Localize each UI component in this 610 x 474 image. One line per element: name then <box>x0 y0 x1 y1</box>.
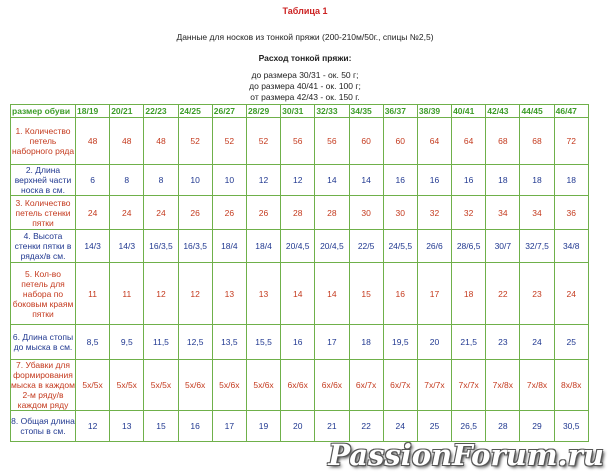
value-cell: 26,5 <box>452 411 486 442</box>
value-cell: 56 <box>281 118 315 165</box>
header-shoe-size-label: размер обуви <box>11 105 76 118</box>
table-row <box>11 411 589 442</box>
value-cell: 28 <box>281 196 315 230</box>
header-size-cell: 34/35 <box>349 105 383 118</box>
value-cell: 16/3,5 <box>178 230 212 263</box>
header-size-cell: 28/29 <box>246 105 280 118</box>
value-cell: 14/3 <box>76 230 110 263</box>
value-cell: 32 <box>452 196 486 230</box>
header-size-cell: 24/25 <box>178 105 212 118</box>
value-cell: 7х/8х <box>520 360 554 411</box>
value-cell: 28/6,5 <box>452 230 486 263</box>
value-cell: 18 <box>554 165 588 196</box>
value-cell: 34 <box>520 196 554 230</box>
table-row <box>11 325 589 360</box>
value-cell: 26/6 <box>417 230 451 263</box>
value-cell: 11 <box>76 263 110 325</box>
yarn-consumption-line: от размера 42/43 - ок. 150 г. <box>250 92 360 102</box>
value-cell: 14 <box>315 165 349 196</box>
header-size-cell: 20/21 <box>110 105 144 118</box>
value-cell: 16 <box>383 165 417 196</box>
value-cell: 16 <box>281 325 315 360</box>
value-cell: 12,5 <box>178 325 212 360</box>
value-cell: 30,5 <box>554 411 588 442</box>
value-cell: 64 <box>452 118 486 165</box>
value-cell: 17 <box>417 263 451 325</box>
value-cell: 8 <box>144 165 178 196</box>
value-cell: 24/5,5 <box>383 230 417 263</box>
sock-size-table <box>10 104 589 442</box>
value-cell: 13 <box>212 263 246 325</box>
value-cell: 29 <box>520 411 554 442</box>
value-cell: 20/4,5 <box>281 230 315 263</box>
yarn-consumption-heading: Расход тонкой пряжи: <box>258 53 352 63</box>
value-cell: 16 <box>452 165 486 196</box>
value-cell: 14/3 <box>110 230 144 263</box>
header-size-cell: 38/39 <box>417 105 451 118</box>
value-cell: 18 <box>349 325 383 360</box>
value-cell: 25 <box>554 325 588 360</box>
value-cell: 26 <box>246 196 280 230</box>
value-cell: 14 <box>349 165 383 196</box>
value-cell: 16 <box>178 411 212 442</box>
row-label: 5. Кол-во петель для набора по боковым краям пятки <box>11 263 76 325</box>
table-row <box>11 360 589 411</box>
value-cell: 34 <box>486 196 520 230</box>
value-cell: 6х/6х <box>315 360 349 411</box>
row-label: 4. Высота стенки пятки в рядах/в см. <box>11 230 76 263</box>
row-label: 8. Общая длина стопы в см. <box>11 411 76 442</box>
table-row <box>11 118 589 165</box>
value-cell: 5х/6х <box>212 360 246 411</box>
table-row <box>11 230 589 263</box>
header-size-cell: 30/31 <box>281 105 315 118</box>
value-cell: 5х/5х <box>144 360 178 411</box>
value-cell: 5х/5х <box>76 360 110 411</box>
value-cell: 19 <box>246 411 280 442</box>
table-row <box>11 196 589 230</box>
table-row <box>11 165 589 196</box>
value-cell: 12 <box>76 411 110 442</box>
yarn-consumption-line: до размера 30/31 - ок. 50 г; <box>251 70 359 80</box>
value-cell: 10 <box>178 165 212 196</box>
value-cell: 24 <box>144 196 178 230</box>
value-cell: 9,5 <box>110 325 144 360</box>
value-cell: 16/3,5 <box>144 230 178 263</box>
value-cell: 5х/6х <box>246 360 280 411</box>
value-cell: 28 <box>315 196 349 230</box>
value-cell: 15,5 <box>246 325 280 360</box>
value-cell: 24 <box>76 196 110 230</box>
value-cell: 7х/7х <box>417 360 451 411</box>
value-cell: 12 <box>281 165 315 196</box>
value-cell: 48 <box>110 118 144 165</box>
value-cell: 13 <box>110 411 144 442</box>
value-cell: 8,5 <box>76 325 110 360</box>
value-cell: 30/7 <box>486 230 520 263</box>
value-cell: 5х/5х <box>110 360 144 411</box>
value-cell: 6 <box>76 165 110 196</box>
value-cell: 20 <box>281 411 315 442</box>
table-subtitle: Данные для носков из тонкой пряжи (200-210м/50г., спицы №2,5) <box>176 32 434 42</box>
value-cell: 60 <box>383 118 417 165</box>
value-cell: 6х/7х <box>349 360 383 411</box>
value-cell: 30 <box>383 196 417 230</box>
value-cell: 24 <box>383 411 417 442</box>
value-cell: 21 <box>315 411 349 442</box>
value-cell: 16 <box>383 263 417 325</box>
value-cell: 18 <box>452 263 486 325</box>
value-cell: 22 <box>349 411 383 442</box>
value-cell: 32/7,5 <box>520 230 554 263</box>
header-size-cell: 18/19 <box>76 105 110 118</box>
row-label: 7. Убавки для формирования мыска в каждом 2-м ряду/в каждом ряду <box>11 360 75 410</box>
value-cell: 19,5 <box>383 325 417 360</box>
row-label: 3. Количество петель стенки пятки <box>11 196 76 230</box>
header-size-cell: 40/41 <box>452 105 486 118</box>
row-label: 2. Длина верхней части носка в см. <box>11 165 76 196</box>
value-cell: 52 <box>178 118 212 165</box>
value-cell: 23 <box>520 263 554 325</box>
value-cell: 52 <box>212 118 246 165</box>
value-cell: 16 <box>417 165 451 196</box>
value-cell: 52 <box>246 118 280 165</box>
value-cell: 17 <box>212 411 246 442</box>
value-cell: 36 <box>554 196 588 230</box>
value-cell: 8 <box>110 165 144 196</box>
value-cell: 26 <box>212 196 246 230</box>
value-cell: 20 <box>417 325 451 360</box>
header-size-cell: 32/33 <box>315 105 349 118</box>
value-cell: 18 <box>520 165 554 196</box>
value-cell: 28 <box>486 411 520 442</box>
row-label: 6. Длина стопы до мыска в см. <box>11 325 76 360</box>
value-cell: 24 <box>554 263 588 325</box>
header-size-cell: 22/23 <box>144 105 178 118</box>
value-cell: 64 <box>417 118 451 165</box>
header-size-cell: 46/47 <box>554 105 588 118</box>
value-cell: 14 <box>281 263 315 325</box>
site-watermark: PassionForum.ru <box>328 438 604 472</box>
value-cell: 8х/8х <box>554 360 588 411</box>
value-cell: 56 <box>315 118 349 165</box>
yarn-consumption-line: до размера 40/41 - ок. 100 г; <box>249 81 361 91</box>
value-cell: 34/8 <box>554 230 588 263</box>
value-cell: 30 <box>349 196 383 230</box>
value-cell: 15 <box>349 263 383 325</box>
value-cell: 18 <box>486 165 520 196</box>
value-cell: 32 <box>417 196 451 230</box>
value-cell: 18/4 <box>246 230 280 263</box>
value-cell: 22 <box>486 263 520 325</box>
header-size-cell: 42/43 <box>486 105 520 118</box>
value-cell: 12 <box>246 165 280 196</box>
header-size-cell: 26/27 <box>212 105 246 118</box>
value-cell: 60 <box>349 118 383 165</box>
value-cell: 68 <box>520 118 554 165</box>
header-size-cell: 36/37 <box>383 105 417 118</box>
table-header-row <box>11 105 589 118</box>
value-cell: 17 <box>315 325 349 360</box>
value-cell: 24 <box>110 196 144 230</box>
value-cell: 7х/8х <box>486 360 520 411</box>
table-row <box>11 263 589 325</box>
value-cell: 12 <box>144 263 178 325</box>
value-cell: 6х/6х <box>281 360 315 411</box>
yarn-consumption-block <box>0 53 610 103</box>
value-cell: 10 <box>212 165 246 196</box>
value-cell: 23 <box>486 325 520 360</box>
value-cell: 68 <box>486 118 520 165</box>
value-cell: 14 <box>315 263 349 325</box>
value-cell: 11,5 <box>144 325 178 360</box>
value-cell: 48 <box>144 118 178 165</box>
value-cell: 20/4,5 <box>315 230 349 263</box>
value-cell: 13,5 <box>212 325 246 360</box>
value-cell: 72 <box>554 118 588 165</box>
value-cell: 15 <box>144 411 178 442</box>
value-cell: 18/4 <box>212 230 246 263</box>
value-cell: 48 <box>76 118 110 165</box>
value-cell: 6х/7х <box>383 360 417 411</box>
table-title: Таблица 1 <box>282 6 328 16</box>
value-cell: 25 <box>417 411 451 442</box>
row-label: 1. Количество петель наборного ряда <box>11 118 76 165</box>
value-cell: 12 <box>178 263 212 325</box>
value-cell: 24 <box>520 325 554 360</box>
value-cell: 11 <box>110 263 144 325</box>
header-size-cell: 44/45 <box>520 105 554 118</box>
value-cell: 21,5 <box>452 325 486 360</box>
value-cell: 7х/7х <box>452 360 486 411</box>
value-cell: 26 <box>178 196 212 230</box>
value-cell: 13 <box>246 263 280 325</box>
value-cell: 22/5 <box>349 230 383 263</box>
value-cell: 5х/6х <box>178 360 212 411</box>
